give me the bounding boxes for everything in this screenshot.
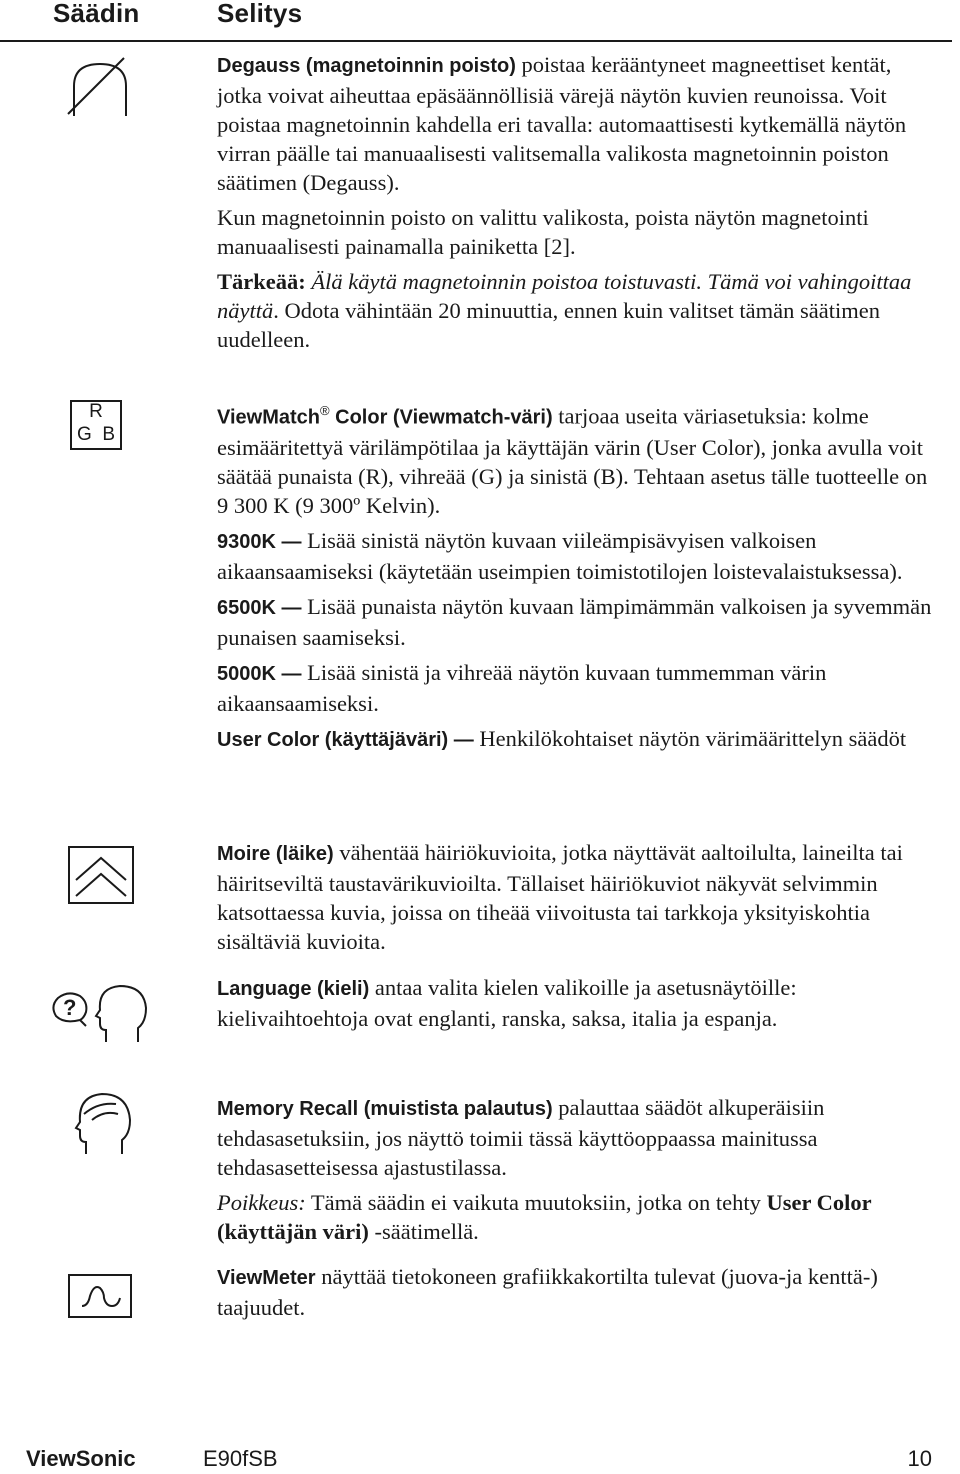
moire-title: Moire (läike) xyxy=(217,843,334,865)
exception-text: Tämä säädin ei vaikuta muutoksiin, jotka on tehty xyxy=(305,1190,767,1215)
viewmatch-title: ViewMatch xyxy=(217,406,320,429)
registered-mark: ® xyxy=(320,403,330,418)
user-color-label: User Color (käyttäjäväri) — xyxy=(217,728,474,751)
memory-text: palauttaa säädöt alkuperäisiin tehdasasetuksiin, jos näyttö toimii tässä käyttöoppaassa mainitussa tehdasasetteisessa ajastustilassa. xyxy=(217,1095,825,1180)
moire-section xyxy=(217,838,937,962)
important-rest: . Odota vähintään 20 minuuttia, ennen kuin valitset tämän säätimen uudelleen. xyxy=(217,298,880,352)
exception-label: Poikkeus: xyxy=(217,1190,306,1215)
footer-model: E90fSB xyxy=(203,1446,278,1471)
k6500-label: 6500K — xyxy=(217,596,302,619)
memory-recall-icon xyxy=(70,1090,134,1156)
header-rule xyxy=(0,40,952,42)
degauss-text: poistaa kerääntyneet magneettiset kentät, jotka voivat aiheuttaa epäsäännöllisiä värejä näytön kuvien reunoissa. Voit poistaa magnetoinnin kahdella eri tavalla: automaattisesti kytkemällä näytön virran päälle tai manuaalisesti valitsemalla valikosta magnetoinnin poiston säätimen (Degauss). xyxy=(217,52,907,195)
rgb-color-icon xyxy=(70,400,122,450)
column-header-description: Selitys xyxy=(217,0,303,28)
language-section xyxy=(217,973,937,1039)
moire-icon xyxy=(68,846,134,904)
language-title: Language (kieli) xyxy=(217,978,370,1000)
rgb-icon-r: R xyxy=(89,401,103,422)
memory-section xyxy=(217,1093,937,1252)
viewmatch-title-rest: Color (Viewmatch-väri) xyxy=(329,406,553,429)
viewmeter-icon xyxy=(68,1274,132,1318)
degauss-icon xyxy=(66,56,134,118)
viewmeter-section xyxy=(217,1262,937,1328)
user-color-text: Henkilökohtaiset näytön värimäärittelyn säädöt xyxy=(473,725,907,751)
k9300-text: Lisää sinistä näytön kuvaan viileämpisävyisen valkoisen aikaansaamiseksi (käytetään useimpien toimistotilojen loistevalaistuksessa). xyxy=(217,527,903,584)
k9300-label: 9300K — xyxy=(217,530,302,553)
viewmeter-text: näyttää tietokoneen grafiikkakortilta tulevat (juova-ja kenttä-) taajuudet. xyxy=(217,1264,878,1320)
column-header-control: Säädin xyxy=(53,0,140,28)
moire-text: vähentää häiriökuvioita, jotka näyttävät aaltoilulta, laineilta tai häiritseviltä taustavärikuvioilta. Tällaiset häiriökuviot näkyvät selvimmin katsottaessa kuvia, joissa on tiheää viivoitusta tai tarkkoja yksityiskohtia sisältäviä kuvioita. xyxy=(217,840,903,954)
important-warning: Älä käytä magnetoinnin poistoa toistuvasti. Tämä voi vahingoittaa näyttä xyxy=(217,269,912,323)
viewmatch-section xyxy=(217,396,937,761)
language-text: antaa valita kielen valikoille ja asetusnäytöille: kielivaihtoehtoja ovat englanti, ranska, saksa, italia ja espanja. xyxy=(217,975,797,1031)
degauss-manual-text: Kun magnetoinnin poisto on valittu valikosta, poista näytön magnetointi manuaalisesti painamalla painiketta [2]. xyxy=(217,205,869,259)
viewmeter-title: ViewMeter xyxy=(217,1267,316,1289)
viewmatch-text: tarjoaa useita väriasetuksia: kolme esimääritettyä värilämpötilaa ja käyttäjän värin (User Color), jonka avulla voit säätää punaista (R), vihreää (G) ja sinistä (B). Tehtaan asetus tälle tuotteelle on 9 300 K (9 300º Kelvin). xyxy=(217,403,928,518)
language-icon xyxy=(50,980,150,1044)
footer-page-number: 10 xyxy=(907,1446,932,1471)
memory-title: Memory Recall (muistista palautus) xyxy=(217,1098,553,1120)
language-icon-question: ? xyxy=(63,995,77,1020)
important-label: Tärkeää: xyxy=(217,269,306,294)
k5000-label: 5000K — xyxy=(217,662,302,685)
exception-bold: User Color (käyttäjän väri) xyxy=(217,1190,872,1244)
k5000-text: Lisää sinistä ja vihreää näytön kuvaan tummemman värin aikaansaamiseksi. xyxy=(217,659,827,716)
k6500-text: Lisää punaista näytön kuvaan lämpimämmän valkoisen ja syvemmän punaisen saamiseksi. xyxy=(217,593,932,650)
footer-brand: ViewSonic xyxy=(26,1446,136,1471)
degauss-section xyxy=(217,50,937,360)
exception-end: -säätimellä. xyxy=(368,1219,479,1244)
degauss-title: Degauss (magnetoinnin poisto) xyxy=(217,55,516,77)
rgb-icon-gb: G B xyxy=(76,424,115,445)
